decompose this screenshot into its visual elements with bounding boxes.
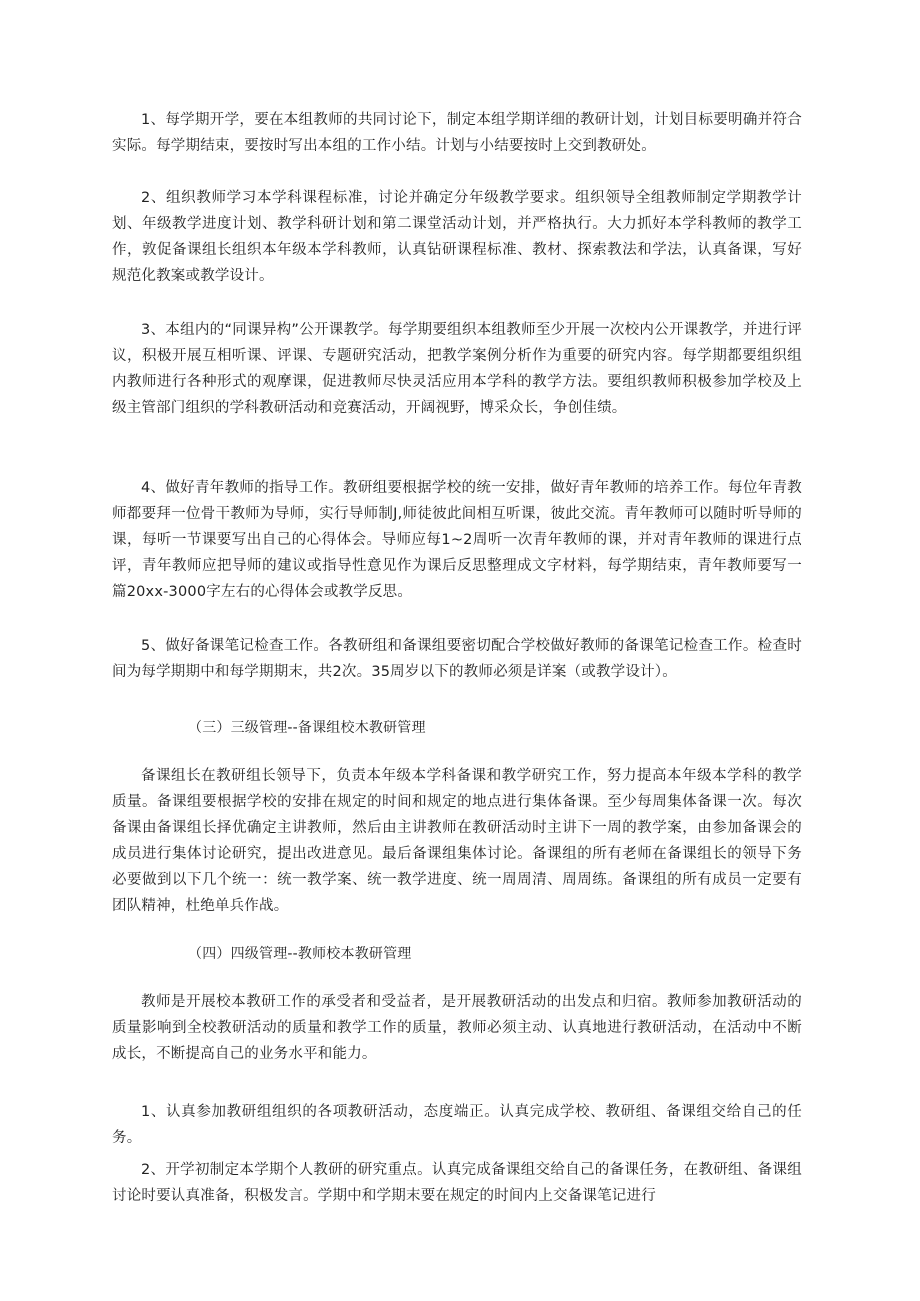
paragraph-6: 备课组长在教研组长领导下，负责本年级本学科备课和教学研究工作，努力提高本年级本学科的教学质量。备课组要根据学校的安排在规定的时间和规定的地点进行集体备课。至少每周集体备课一次。每次备课由备课组长择优确定主讲教师，然后由主讲教师在教研活动时主讲下一周的教学案，由参加备课会的成员进行集体讨论研究，提出改进意见。最后备课组集体讨论。备课组的所有老师在备课组长的领导下务必要做到以下几个统一：统一教学案、统一教学进度、统一周周清、周周练。备课组的所有成员一定要有团队精神，杜绝单兵作战。 [112,768,802,914]
paragraph-2: 2、组织教师学习本学科课程标准，讨论并确定分年级教学要求。组织领导全组教师制定学期教学计划、年级教学进度计划、教学科研计划和第二课堂活动计划，并严格执行。大力抓好本学科教师的教学工作，敦促备课组长组织本年级本学科教师，认真钻研课程标准、教材、探索教法和学法，认真备课，写好规范化教案或教学设计。 [112,190,802,284]
section-heading-3: （三）三级管理--备课组校木教研管理 [188,720,426,736]
paragraph-5: 5、做好备课笔记检查工作。各教研组和备课组要密切配合学校做好教师的备课笔记检查工作。检查时间为每学期期中和每学期期末，共2次。35周岁以下的教师必须是详案（或教学设计）。 [112,638,802,680]
paragraph-7: 教师是开展校本教研工作的承受者和受益者，是开展教研活动的出发点和归宿。教师参加教研活动的质量影响到全校教研活动的质量和教学工作的质量，教师必须主动、认真地进行教研活动，在活动中不断成长，不断提高自己的业务水平和能力。 [112,994,802,1062]
paragraph-4: 4、做好青年教师的指导工作。教研组要根据学校的统一安排，做好青年教师的培养工作。每位年青教师都要拜一位骨干教师为导师，实行导师制J,师徒彼此间相互听课，彼此交流。青年教师可以随时听导师的课，每听一节课要写出自己的心得体会。导师应每1~2周听一次青年教师的课，并对青年教师的课进行点评，青年教师应把导师的建议或指导性意见作为课后反思整理成文字材料，每学期结束，青年教师要写一篇20xx-3000字左右的心得体会或教学反思。 [112,480,802,600]
paragraph-1: 1、每学期开学，要在本组教师的共同讨论下，制定本组学期详细的教研计划，计划目标要明确并符合实际。每学期结束，要按时写出本组的工作小结。计划与小结要按时上交到教研处。 [112,112,802,154]
paragraph-9: 2、开学初制定本学期个人教研的研究重点。认真完成备课组交给自己的备课任务，在教研组、备课组讨论时要认真准备，积极发言。学期中和学期末要在规定的时间内上交备课笔记进行 [112,1162,802,1204]
paragraph-3: 3、本组内的“同课异构”公开课教学。每学期要组织本组教师至少开展一次校内公开课教学，并进行评议，积极开展互相听课、评课、专题研究活动，把教学案例分析作为重要的研究内容。每学期都要组织组内教师进行各种形式的观摩课，促进教师尽快灵活应用本学科的教学方法。要组织教师积极参加学校及上级主管部门组织的学科教研活动和竞赛活动，开阔视野，博采众长，争创佳绩。 [112,322,802,416]
paragraph-8: 1、认真参加教研组组织的各项教研活动，态度端正。认真完成学校、教研组、备课组交给自己的任务。 [112,1104,802,1146]
section-heading-4: （四）四级管理--教师校本教研管理 [188,946,412,962]
